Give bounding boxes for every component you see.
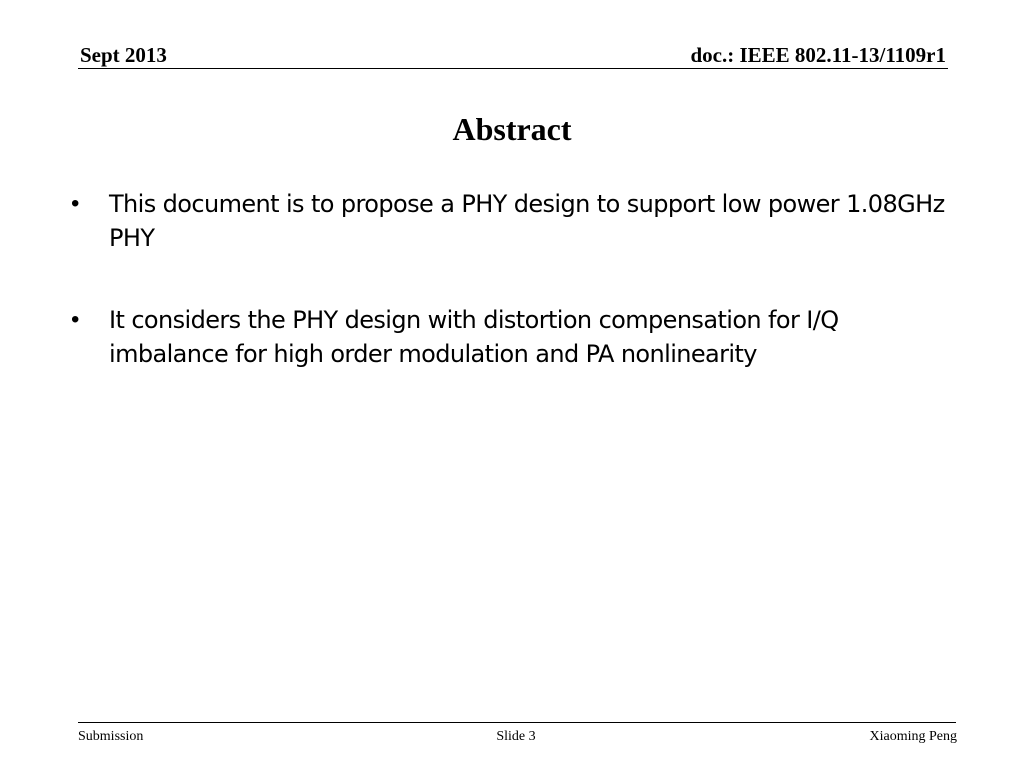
slide-title: Abstract: [452, 111, 572, 147]
footer-divider: [78, 722, 956, 723]
bullet-item: [70, 187, 950, 255]
bullet-item: [70, 303, 950, 371]
header-doc-id: doc.: IEEE 802.11-13/1109r1: [690, 43, 946, 67]
bullet-text: It considers the PHY design with distortion compensation for I/Q imbalance for high order modulation and PA nonlinearity: [109, 306, 839, 368]
footer-submission: Submission: [78, 729, 144, 744]
bullet-marker: •: [71, 306, 79, 333]
header-date: Sept 2013: [80, 43, 167, 67]
bullet-text: This document is to propose a PHY design to support low power 1.08GHz PHY: [109, 190, 945, 252]
bullet-marker: •: [71, 190, 79, 217]
footer-author: Xiaoming Peng: [869, 729, 957, 744]
header-divider: [78, 68, 948, 69]
bullet-list: [70, 187, 950, 419]
footer-slide-number: Slide 3: [496, 729, 536, 744]
